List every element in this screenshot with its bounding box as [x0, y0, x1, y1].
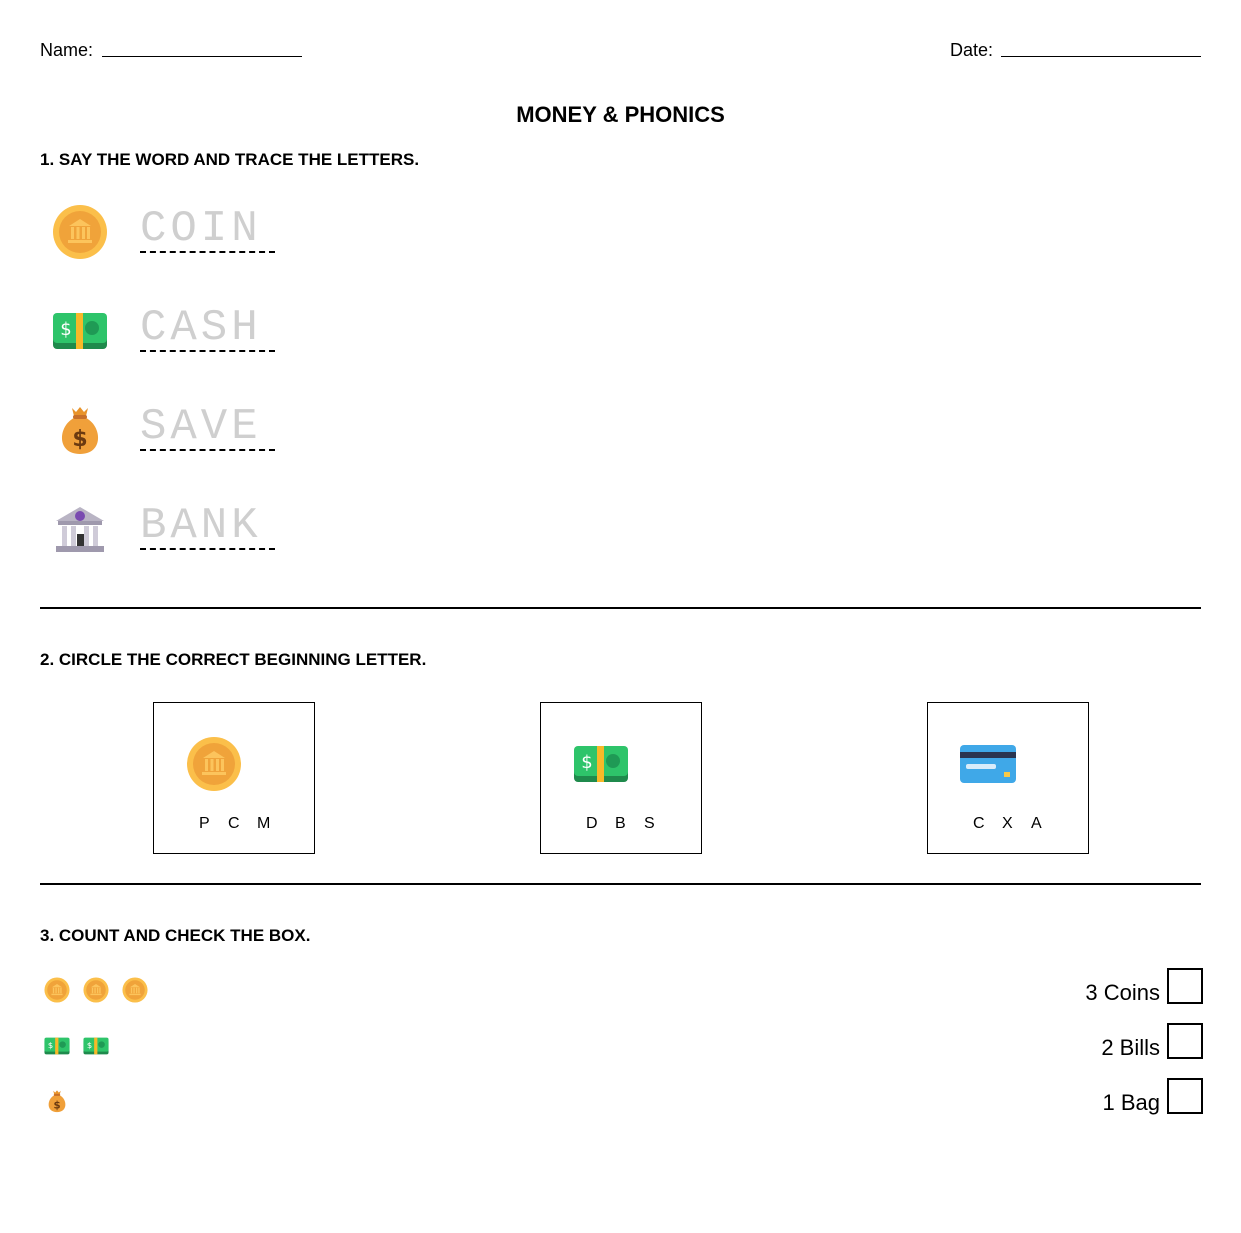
- trace-word: COIN: [140, 204, 262, 254]
- trace-word: SAVE: [140, 402, 262, 452]
- money-bag-icon: [52, 402, 108, 458]
- letter-option[interactable]: D: [586, 815, 598, 832]
- coin-icon: [44, 977, 70, 1003]
- cash-icon: [44, 1033, 70, 1059]
- letter-option[interactable]: C: [228, 815, 240, 832]
- name-field[interactable]: [102, 56, 302, 57]
- coin-icon: [186, 736, 242, 792]
- divider: [40, 607, 1201, 609]
- trace-line: [140, 350, 275, 352]
- section1-heading: 1. SAY THE WORD AND TRACE THE LETTERS.: [40, 150, 420, 169]
- checkbox[interactable]: [1167, 1023, 1203, 1059]
- count-label: 2 Bills: [1101, 1035, 1160, 1060]
- bank-icon: [52, 501, 108, 557]
- cash-icon: [573, 736, 629, 792]
- coin-icon: [83, 977, 109, 1003]
- letter-card: [153, 702, 315, 854]
- letter-card: [540, 702, 702, 854]
- cash-icon: [83, 1033, 109, 1059]
- trace-line: [140, 548, 275, 550]
- trace-line: [140, 251, 275, 253]
- cash-icon: [52, 303, 108, 359]
- letter-card: [927, 702, 1089, 854]
- checkbox[interactable]: [1167, 1078, 1203, 1114]
- page-title: MONEY & PHONICS: [516, 102, 725, 127]
- letter-option[interactable]: P: [199, 815, 210, 832]
- count-label: 3 Coins: [1085, 980, 1160, 1005]
- money-bag-icon: [44, 1088, 70, 1114]
- letter-option[interactable]: X: [1002, 815, 1013, 832]
- section2-heading: 2. CIRCLE THE CORRECT BEGINNING LETTER.: [40, 650, 427, 669]
- trace-word: CASH: [140, 303, 262, 353]
- trace-word: BANK: [140, 501, 262, 551]
- name-label: Name:: [40, 40, 94, 60]
- letter-option[interactable]: A: [1031, 815, 1042, 832]
- date-label: Date:: [950, 40, 994, 60]
- section3-heading: 3. COUNT AND CHECK THE BOX.: [40, 926, 311, 945]
- letter-option[interactable]: S: [644, 815, 655, 832]
- credit-card-icon: [960, 736, 1016, 792]
- divider: [40, 883, 1201, 885]
- trace-line: [140, 449, 275, 451]
- letter-option[interactable]: M: [257, 815, 271, 832]
- coin-icon: [52, 204, 108, 260]
- letter-option[interactable]: B: [615, 815, 626, 832]
- checkbox[interactable]: [1167, 968, 1203, 1004]
- count-label: 1 Bag: [1102, 1090, 1160, 1115]
- coin-icon: [122, 977, 148, 1003]
- date-field[interactable]: [1001, 56, 1201, 57]
- letter-option[interactable]: C: [973, 815, 985, 832]
